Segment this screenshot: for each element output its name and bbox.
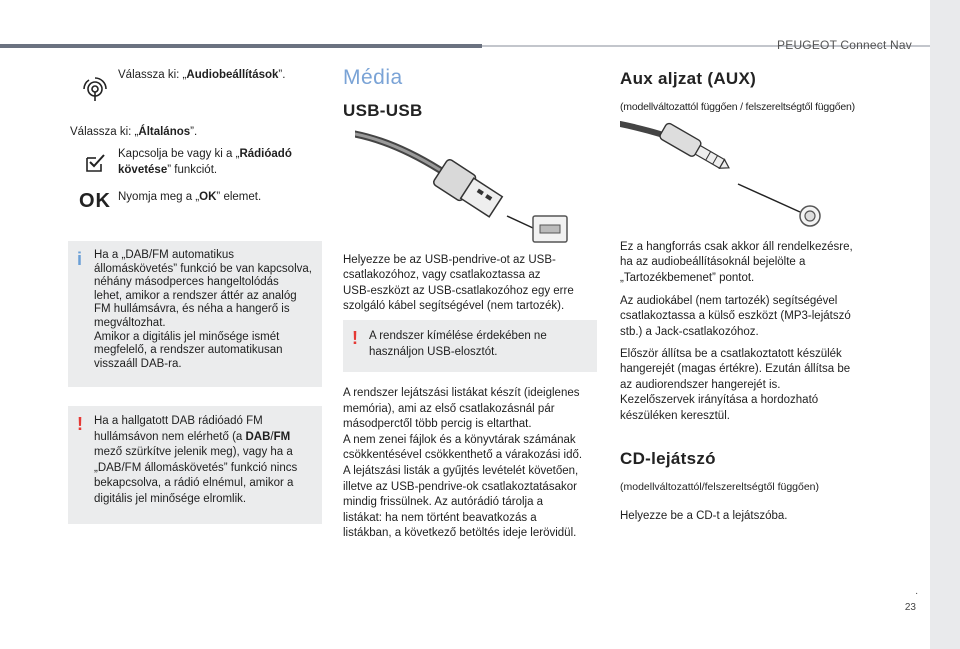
aux-line: „Tartozékbemenet” pontot. bbox=[620, 271, 755, 284]
warning-line: „DAB/FM állomáskövetés” funkció nincs bbox=[94, 461, 298, 474]
aux-line: Először állítsa be a csatlakoztatott készülék bbox=[620, 348, 842, 360]
usb-instructions bbox=[343, 253, 593, 315]
aux-line: ha az audiobeállításoknál bejelölte a bbox=[620, 256, 806, 269]
subsection-title-usb: USB-USB bbox=[343, 101, 423, 120]
cd-subtitle: (modellváltozattól/felszereltségtől függően) bbox=[620, 481, 820, 493]
usb-line: USB-eszközt az USB-csatlakozóhoz egy erre bbox=[343, 284, 574, 297]
section-title-media: Média bbox=[343, 66, 403, 89]
warning-line: bekapcsolva, a rádió elnémul, amikor a bbox=[94, 477, 294, 490]
aux-paragraph-2 bbox=[620, 294, 880, 340]
brand-header: PEUGEOT Connect Nav bbox=[777, 38, 912, 52]
warning-line: hullámsávon nem elérhető (a DAB/FM bbox=[94, 430, 291, 443]
jack-plug-illustration bbox=[620, 120, 830, 230]
warning-line: digitális jel minősége elromlik. bbox=[94, 492, 247, 505]
warning-note-usb-text bbox=[369, 328, 587, 360]
step-station-follow bbox=[72, 147, 322, 178]
body-line: A nem zenei fájlok és a könyvtárak számának bbox=[343, 433, 576, 446]
warning-note-usb-hub bbox=[343, 320, 597, 372]
warning-icon: ! bbox=[352, 328, 358, 348]
info-line: FM hullámsávra, és néha a hangerő is bbox=[94, 303, 290, 316]
info-line: Ha a „DAB/FM automatikus bbox=[94, 249, 234, 261]
step-general-text: Válassza ki: „Általános”. bbox=[70, 126, 198, 138]
warning-line: használjon USB-elosztót. bbox=[369, 346, 498, 358]
page-edge-strip bbox=[930, 0, 960, 649]
warning-note-text bbox=[94, 414, 312, 508]
aux-line: hangerejét (magas értékre). Ezután állítsa be bbox=[620, 363, 851, 376]
info-line: néhány másodperces hangeltolódás bbox=[94, 276, 279, 289]
warning-line: A rendszer kímélése érdekében ne bbox=[369, 330, 547, 342]
step-audio-settings bbox=[72, 68, 322, 102]
body-line: mindig frissülnek. Az autórádió tárolja a bbox=[343, 496, 544, 509]
step-ok-text: Nyomja meg a „OK” elemet. bbox=[118, 191, 262, 203]
aux-line: az audiorendszer hangerejét is. bbox=[620, 378, 781, 391]
step-ok bbox=[72, 190, 322, 213]
info-note-dab-fm bbox=[68, 241, 322, 387]
usb-plug-illustration bbox=[355, 128, 575, 246]
info-line: megfelelő, a rendszer automatikusan bbox=[94, 344, 283, 357]
header-rule-dark bbox=[0, 44, 482, 48]
aux-line: csatlakoztassa a külső eszközt (MP3-lejátszó bbox=[620, 310, 851, 323]
usb-line: szolgáló kábel segítségével (nem tartozék). bbox=[343, 300, 565, 313]
page-number: 23 bbox=[904, 602, 916, 613]
usb-line: csatlakozóhoz, vagy csatlakoztassa az bbox=[343, 269, 541, 282]
audio-settings-icon bbox=[72, 68, 118, 102]
aux-subtitle: (modellváltozattól függően / felszereltségtől függően) bbox=[620, 101, 855, 113]
ok-icon-label: OK bbox=[79, 190, 111, 212]
warning-line: mező szürkítve jelenik meg), vagy ha a bbox=[94, 446, 293, 459]
aux-line: Az audiokábel (nem tartozék) segítségével bbox=[620, 295, 838, 307]
body-line: listákat: ha nem történt beavatkozás a bbox=[343, 511, 537, 524]
info-line: állomáskövetés” funkció be van kapcsolva, bbox=[94, 262, 312, 275]
body-line: illetve az USB-pendrive-ok csatlakoztatásakor bbox=[343, 480, 577, 493]
aux-paragraph-1 bbox=[620, 240, 880, 286]
cd-title: CD-lejátszó bbox=[620, 449, 716, 468]
step-station-follow-text: Kapcsolja be vagy ki a „Rádióadó követése” funkciót. bbox=[118, 148, 292, 176]
body-line: csökkentésével csökkenthető a várakozási idő. bbox=[343, 449, 583, 462]
warning-icon: ! bbox=[77, 414, 83, 434]
checkbox-icon bbox=[72, 147, 118, 173]
info-line: visszaáll DAB-ra. bbox=[94, 357, 182, 370]
info-icon: i bbox=[77, 249, 83, 269]
step-audio-settings-text: Válassza ki: „Audiobeállítások”. bbox=[118, 69, 286, 81]
info-line: Amikor a digitális jel minősége ismét bbox=[94, 330, 280, 343]
usb-line: Helyezze be az USB-pendrive-ot az USB- bbox=[343, 254, 556, 266]
aux-line: Kezelőszervek irányítása a hordozható bbox=[620, 394, 819, 407]
ok-icon bbox=[72, 190, 118, 213]
body-line: listákban, a következő betöltés ideje lerövidül. bbox=[343, 527, 577, 540]
info-line: lehet, amikor a rendszer áttér az analóg bbox=[94, 289, 297, 302]
info-note-text bbox=[94, 249, 312, 371]
body-line: A lejátszási listák a gyűjtés levételét követően, bbox=[343, 464, 579, 477]
aux-line: Ez a hangforrás csak akkor áll rendelkezésre, bbox=[620, 241, 853, 253]
aux-title: Aux aljzat (AUX) bbox=[620, 69, 757, 88]
warning-line: Ha a hallgatott DAB rádióadó FM bbox=[94, 415, 263, 427]
aux-line: készüléken keresztül. bbox=[620, 409, 730, 422]
cd-text: Helyezze be a CD-t a lejátszóba. bbox=[620, 510, 788, 522]
body-line: memória), ami az első csatlakozásnál pár bbox=[343, 402, 555, 415]
playlist-body bbox=[343, 386, 603, 542]
warning-note-dab bbox=[68, 406, 322, 524]
info-line: megváltozhat. bbox=[94, 316, 166, 329]
body-line: másodperctől több percig is eltarthat. bbox=[343, 418, 532, 431]
page-dots: . bbox=[915, 586, 918, 597]
body-line: A rendszer lejátszási listákat készít (ideiglenes bbox=[343, 387, 580, 399]
aux-paragraph-3 bbox=[620, 347, 880, 424]
aux-line: stb.) a Jack-csatlakozóhoz. bbox=[620, 325, 759, 338]
